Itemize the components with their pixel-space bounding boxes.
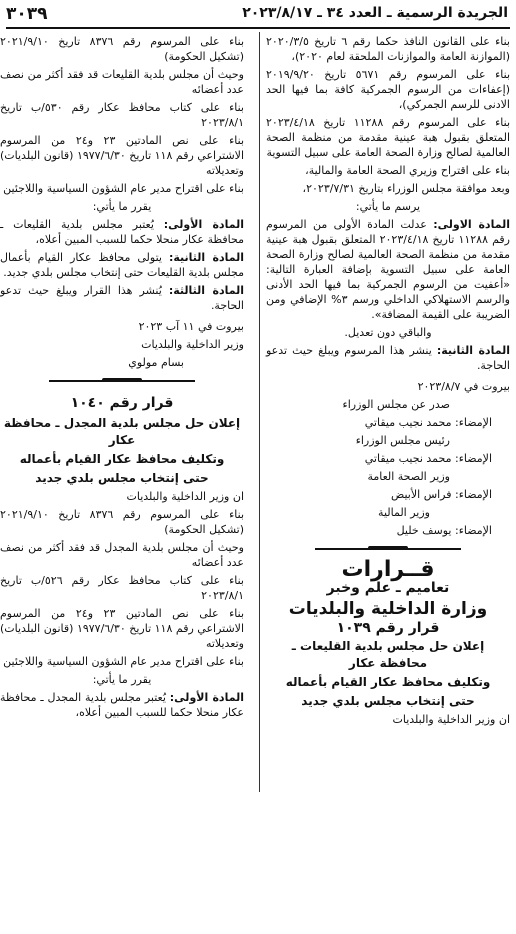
subsection-title: تعاميم ـ علم وخبر bbox=[326, 580, 450, 596]
paragraph: بناء على نص المادتين ٢٣ و٢٤ من المرسوم الاشتراعي رقم ١١٨ تاريخ ١٩٧٧/٦/٣٠ (قانون البلديات) وتعديلاته bbox=[0, 134, 245, 177]
paragraph: وبعد موافقة مجلس الوزراء بتاريخ ٢٠٢٣/٧/٣١، bbox=[302, 182, 510, 195]
header-rule bbox=[6, 27, 510, 29]
signature-line: الإمضاء: محمد نجيب ميقاتي bbox=[364, 416, 492, 429]
decision-heading: إعلان حل مجلس بلدية المجدل ـ محافظة عكار bbox=[3, 416, 241, 447]
paragraph: بناء على اقتراح وزيري الصحة العامة والمالية، bbox=[305, 164, 510, 177]
page-number: ٣٠٣٩ bbox=[6, 4, 48, 24]
signature-line: وزير المالية bbox=[378, 506, 430, 519]
paragraph: وحيث أن مجلس بلدية المجدل قد فقد أكثر من نصف عدد أعضائه bbox=[0, 541, 244, 569]
column-divider bbox=[259, 32, 260, 792]
signature-title: وزير الداخلية والبلديات bbox=[141, 338, 244, 351]
decree-intro: يرسم ما يأتي: bbox=[355, 200, 421, 213]
article-label: المادة الثانية: bbox=[168, 251, 244, 264]
article-text: عدلت المادة الأولى من المرسوم رقم ١١٢٨٨ تاريخ ٢٠٢٣/٤/١٨ المتعلق بقبول هبة عينية مقدمة من منظمة الصحة العالمية لصالح وزارة الصحة العامة على سبيل التسوية بإضافة العبارة التالية: «أعفيت من الرسوم الجمركية بما فيها الحد الأدنى والرسم الاستهلاكي الداخلي ورسم ٣% الإضافي ومن الضريبة على القيمة المضافة». bbox=[266, 218, 510, 321]
decision-heading: إعلان حل مجلس بلدية القليعات ـ محافظة عكار bbox=[291, 639, 485, 670]
signature-name: بسام مولوي bbox=[128, 356, 184, 369]
page-header bbox=[0, 0, 516, 28]
decision-heading: حتى إنتخاب مجلس بلدي جديد bbox=[35, 471, 209, 485]
decision-number: قرار رقم ١٠٤٠ bbox=[70, 395, 174, 411]
article-label: المادة الأولى: bbox=[169, 691, 244, 704]
signature-line: وزير الصحة العامة bbox=[367, 470, 450, 483]
decision-heading: وتكليف محافظ عكار القيام بأعماله bbox=[285, 675, 491, 689]
section-divider bbox=[266, 544, 510, 554]
section-divider bbox=[0, 376, 244, 386]
article-3 bbox=[0, 283, 244, 313]
paragraph: بناء على نص المادتين ٢٣ و٢٤ من المرسوم الاشتراعي رقم ١١٨ تاريخ ١٩٧٧/٦/٣٠ (قانون البلديات) وتعديلاته bbox=[0, 607, 245, 650]
paragraph: بناء على القانون النافذ حكما رقم ٦ تاريخ ٢٠٢٠/٣/٥ (الموازنة العامة والموازنات الملحقة لعام ٢٠٢٠)، bbox=[266, 35, 510, 63]
article-label: المادة الأولى: bbox=[163, 218, 244, 231]
signature-line: رئيس مجلس الوزراء bbox=[355, 434, 450, 447]
paragraph: بناء على كتاب محافظ عكار رقم ٥٣٠/ب تاريخ ٢٠٢٣/٨/١ bbox=[0, 101, 244, 129]
article-label: المادة الاولى: bbox=[433, 218, 510, 231]
article-label: المادة الثانية: bbox=[436, 344, 510, 357]
article-1 bbox=[0, 690, 244, 720]
article-1 bbox=[0, 217, 244, 247]
paragraph: والباقي دون تعديل. bbox=[344, 326, 432, 339]
header-title: الجريدة الرسمية ـ العدد ٣٤ ـ ٢٠٢٣/٨/١٧ bbox=[242, 5, 508, 21]
decision-date: بيروت في ١١ آب ٢٠٢٣ bbox=[138, 320, 244, 333]
left-column bbox=[0, 34, 244, 723]
paragraph: ان وزير الداخلية والبلديات bbox=[392, 713, 510, 726]
ministry-title: وزارة الداخلية والبلديات bbox=[288, 599, 488, 619]
paragraph: بناء على المرسوم رقم ١١٢٨٨ تاريخ ٢٠٢٣/٤/١٨ المتعلق بقبول هبة عينية مقدمة من منظمة الصحة العالمية لصالح وزارة الصحة العامة على سبيل التسوية bbox=[266, 116, 511, 159]
decision-heading: حتى إنتخاب مجلس بلدي جديد bbox=[301, 694, 475, 708]
decision-intro: يقرر ما يأتي: bbox=[92, 673, 152, 686]
paragraph: بناء على المرسوم رقم ٥٦٧١ تاريخ ٢٠١٩/٩/٢٠ (إعفاءات من الرسوم الجمركية كافة بما فيها الحد الادنى للرسم الجمركي)، bbox=[266, 68, 511, 111]
decision-heading: وتكليف محافظ عكار القيام بأعماله bbox=[19, 452, 225, 466]
signature-line: صدر عن مجلس الوزراء bbox=[342, 398, 450, 411]
article-2 bbox=[266, 343, 510, 373]
decree-date: بيروت في ٢٠٢٣/٨/٧ bbox=[417, 380, 510, 393]
right-column bbox=[266, 34, 510, 730]
paragraph: بناء على المرسوم رقم ٨٣٧٦ تاريخ ٢٠٢١/٩/١٠ (تشكيل الحكومة) bbox=[0, 508, 245, 536]
article-2 bbox=[0, 250, 244, 280]
paragraph: بناء على كتاب محافظ عكار رقم ٥٢٦/ب تاريخ ٢٠٢٣/٨/١ bbox=[0, 574, 244, 602]
section-title: قــرارات bbox=[341, 557, 435, 582]
article-text: ينشر هذا المرسوم ويبلغ حيث تدعو الحاجة. bbox=[266, 344, 510, 372]
signature-line: الإمضاء: يوسف خليل bbox=[396, 524, 492, 537]
paragraph: وحيث أن مجلس بلدية القليعات قد فقد أكثر من نصف عدد أعضائه bbox=[0, 68, 244, 96]
decision-number: قرار رقم ١٠٣٩ bbox=[336, 620, 440, 636]
paragraph: بناء على اقتراح مدير عام الشؤون السياسية واللاجئين bbox=[3, 182, 244, 195]
article-text: يُعتبر مجلس بلدية المجدل ـ محافظة عكار منحلا حكما للسبب المبين أعلاه، bbox=[0, 691, 244, 719]
paragraph: ان وزير الداخلية والبلديات bbox=[126, 490, 244, 503]
paragraph: بناء على المرسوم رقم ٨٣٧٦ تاريخ ٢٠٢١/٩/١٠ (تشكيل الحكومة) bbox=[0, 35, 245, 63]
decision-intro: يقرر ما يأتي: bbox=[92, 200, 152, 213]
signature-line: الإمضاء: فراس الأبيض bbox=[391, 488, 492, 501]
article-1 bbox=[266, 217, 510, 322]
article-text: يُنشر هذا القرار ويبلغ حيث تدعو الحاجة. bbox=[0, 284, 244, 312]
paragraph: بناء على اقتراح مدير عام الشؤون السياسية واللاجئين bbox=[3, 655, 244, 668]
article-text: يُعتبر مجلس بلدية القليعات ـ محافظة عكار منحلا حكما للسبب المبين أعلاه، bbox=[0, 218, 244, 246]
article-text: يتولى محافظ عكار القيام بأعمال مجلس بلدية القليعات حتى إنتخاب مجلس بلدي جديد. bbox=[0, 251, 244, 279]
article-label: المادة الثالثة: bbox=[168, 284, 244, 297]
signature-line: الإمضاء: محمد نجيب ميقاتي bbox=[364, 452, 492, 465]
